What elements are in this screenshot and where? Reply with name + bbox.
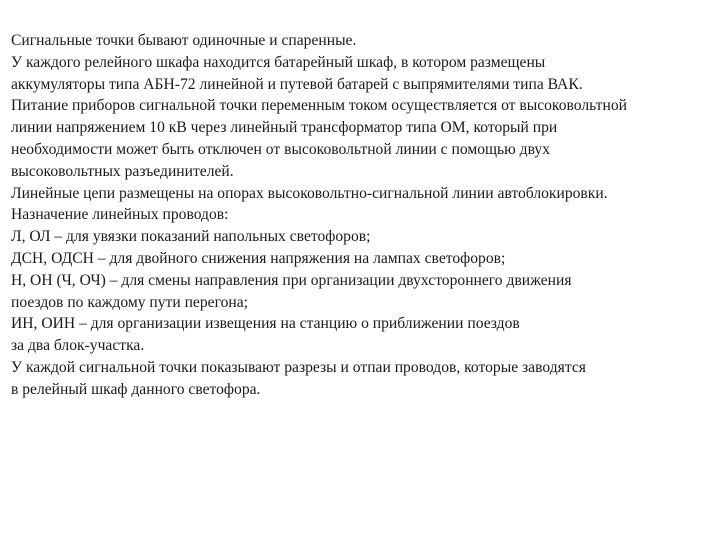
text-line: Сигнальные точки бывают одиночные и спаренные. xyxy=(11,32,357,49)
text-line: Л, ОЛ – для увязки показаний напольных светофоров; xyxy=(11,228,371,246)
text-line: поездов по каждому пути перегона; xyxy=(11,293,248,311)
text-line: высоковольтных разъединителей. xyxy=(11,162,234,180)
text-line: в релейный шкаф данного светофора. xyxy=(11,380,261,398)
text-line: ДСН, ОДСН – для двойного снижения напряжения на лампах светофоров; xyxy=(11,249,506,267)
text-line: ИН, ОИН – для организации извещения на станцию о приближении поездов xyxy=(11,315,520,333)
text-line: Питание приборов сигнальной точки переменным током осуществляется от высоковольтной xyxy=(11,97,627,115)
text-line: Линейные цепи размещены на опорах высоковольтно-сигнальной линии автоблокировки. xyxy=(11,184,608,202)
text-line: У каждого релейного шкафа находится батарейный шкаф, в котором размещены xyxy=(11,53,546,71)
text-line: аккумуляторы типа АБН-72 линейной и путевой батарей с выпрямителями типа ВАК. xyxy=(11,75,583,93)
text-line: необходимости может быть отключен от высоковольтной линии с помощью двух xyxy=(11,140,551,158)
text-line: Назначение линейных проводов: xyxy=(11,206,229,224)
text-line: за два блок-участка. xyxy=(11,337,145,355)
text-line: линии напряжением 10 кВ через линейный трансформатор типа ОМ, который при xyxy=(11,119,558,137)
body-text xyxy=(11,30,720,401)
text-line: Н, ОН (Ч, ОЧ) – для смены направления при организации двухстороннего движения xyxy=(11,271,572,289)
text-line: У каждой сигнальной точки показывают разрезы и отпаи проводов, которые заводятся xyxy=(11,358,586,376)
